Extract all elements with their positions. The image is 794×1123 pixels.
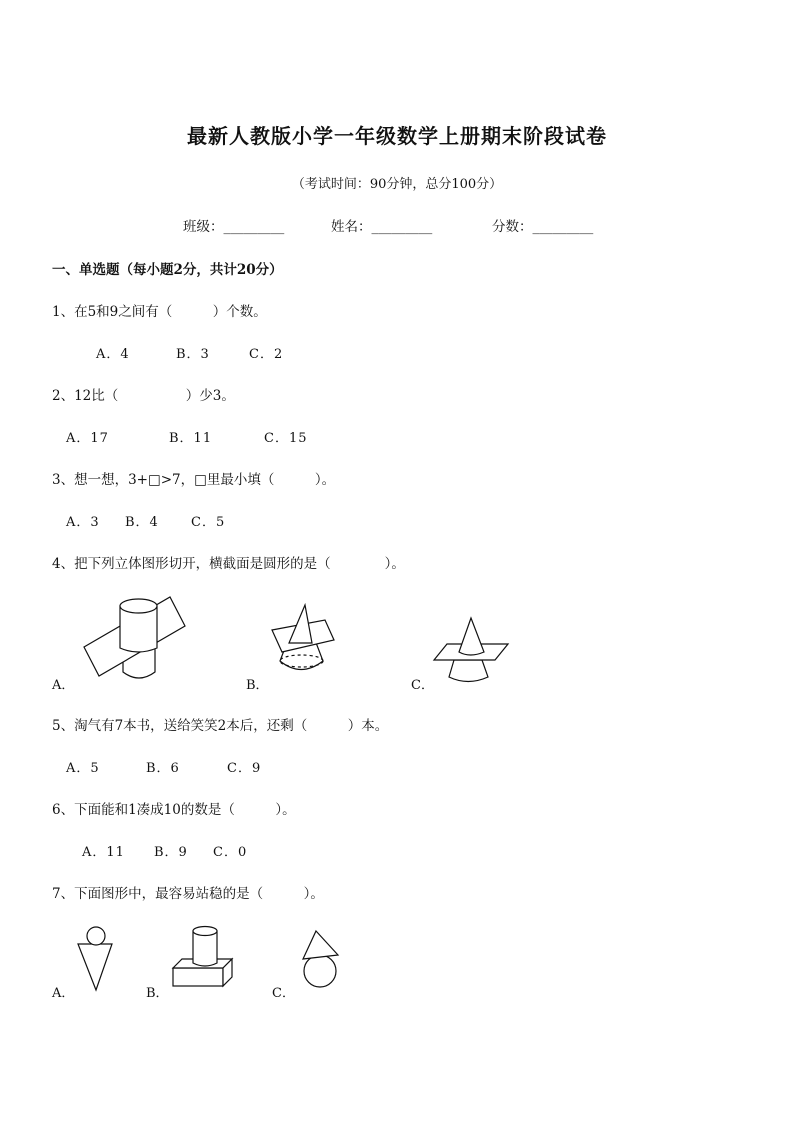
q5-option-b: B．6: [146, 761, 180, 776]
question-2: 2、12比（ ）少3。: [52, 388, 235, 404]
q5-option-a: A．5: [66, 761, 100, 776]
question-4: 4、把下列立体图形切开，横截面是圆形的是（ ）。: [52, 556, 405, 572]
question-3: 3、想一想，3+□>7，□里最小填（ ）。: [52, 472, 336, 488]
question-1: 1、在5和9之间有（ ）个数。: [52, 304, 267, 320]
q5-option-c: C．9: [227, 761, 262, 776]
q6-option-a: A．11: [82, 845, 125, 860]
exam-title: 最新人教版小学一年级数学上册期末阶段试卷: [187, 124, 607, 148]
question-7: 7、下面图形中，最容易站稳的是（ ）。: [52, 886, 324, 902]
score-field: 分数：_________: [492, 219, 594, 235]
q6-option-b: B．9: [154, 845, 188, 860]
name-field: 姓名：_________: [331, 219, 433, 235]
q2-option-c: C．15: [264, 431, 308, 446]
q6-option-c: C．0: [213, 845, 248, 860]
q1-option-a: A．4: [96, 347, 130, 362]
q7-option-c: C．: [272, 986, 295, 1001]
q3-option-a: A．3: [66, 515, 100, 530]
exam-subtitle: （考试时间：90分钟，总分100分）: [291, 177, 503, 192]
q4-option-a: A．: [52, 678, 75, 693]
question-5: 5、淘气有7本书，送给笑笑2本后，还剩（ ）本。: [52, 718, 389, 734]
q1-option-b: B．3: [176, 347, 210, 362]
q4-option-c: C．: [411, 678, 434, 693]
section-heading: 一、单选题（每小题2分，共计20分）: [52, 262, 283, 278]
q2-option-a: A．17: [66, 431, 109, 446]
q2-option-b: B．11: [169, 431, 213, 446]
q1-option-c: C．2: [249, 347, 284, 362]
q4-option-b: B．: [246, 678, 269, 693]
class-field: 班级：_________: [183, 219, 285, 235]
question-6: 6、下面能和1凑成10的数是（ ）。: [52, 802, 296, 818]
q7-option-a: A．: [52, 986, 75, 1001]
q7-option-b: B．: [146, 986, 169, 1001]
q3-option-b: B．4: [125, 515, 159, 530]
q3-option-c: C．5: [191, 515, 226, 530]
